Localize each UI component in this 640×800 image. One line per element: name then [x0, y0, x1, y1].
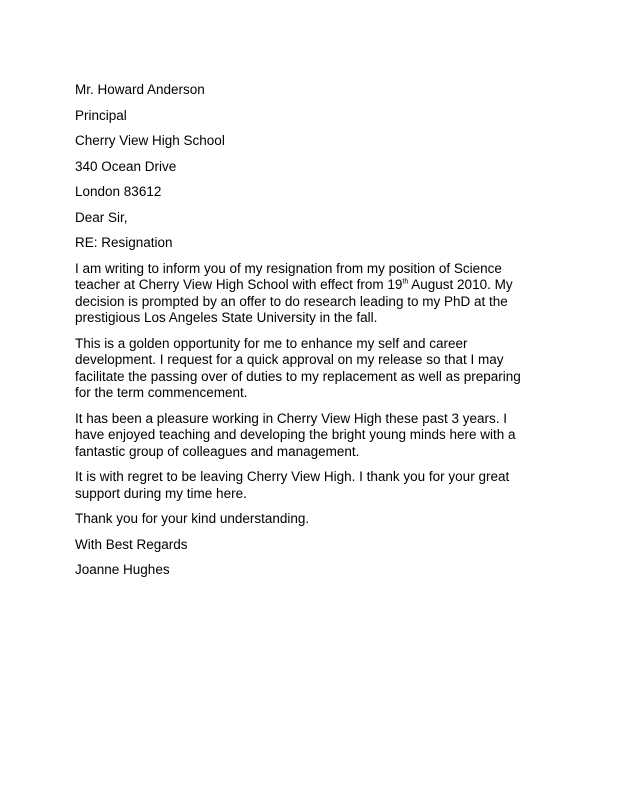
paragraph-text: teacher at Cherry View High School with effect from 19	[75, 277, 403, 292]
signature-name: Joanne Hughes	[75, 562, 170, 577]
paragraph-line: It is with regret to be leaving Cherry View High. I thank you for your great	[75, 469, 510, 484]
body-paragraph-2	[75, 336, 555, 402]
closing-line: With Best Regards	[75, 536, 188, 552]
paragraph-line: facilitate the passing over of duties to my replacement as well as preparing	[75, 368, 521, 384]
recipient-title: Principal	[75, 107, 127, 123]
thanks-line: Thank you for your kind understanding.	[75, 511, 310, 526]
paragraph-text: August 2010. My	[408, 277, 513, 292]
school-name: Cherry View High School	[75, 133, 225, 148]
subject-line: RE: Resignation	[75, 235, 173, 250]
paragraph-line: decision is prompted by an offer to do research leading to my PhD at the	[75, 293, 508, 309]
paragraph-line: I am writing to inform you of my resignation from my position of Science	[75, 260, 502, 276]
paragraph-line: This is a golden opportunity for me to enhance my self and career	[75, 335, 468, 351]
body-paragraph-4	[75, 469, 555, 502]
recipient-name: Mr. Howard Anderson	[75, 82, 205, 97]
paragraph-line: have enjoyed teaching and developing the bright young minds here with a	[75, 427, 516, 442]
body-paragraph-1	[75, 261, 555, 327]
paragraph-line: support during my time here.	[75, 485, 247, 501]
paragraph-line: development. I request for a quick approval on my release so that I may	[75, 352, 504, 367]
paragraph-line	[75, 277, 555, 294]
salutation: Dear Sir,	[75, 209, 128, 225]
address-street: 340 Ocean Drive	[75, 158, 177, 174]
paragraph-line: prestigious Los Angeles State University in the fall.	[75, 310, 378, 325]
body-paragraph-3	[75, 411, 555, 461]
paragraph-line: for the term commencement.	[75, 385, 248, 400]
letter-page	[75, 82, 555, 588]
ordinal-suffix: th	[402, 278, 409, 286]
paragraph-line: It has been a pleasure working in Cherry View High these past 3 years. I	[75, 410, 507, 426]
address-city: London 83612	[75, 184, 162, 199]
paragraph-line: fantastic group of colleagues and management.	[75, 443, 360, 459]
